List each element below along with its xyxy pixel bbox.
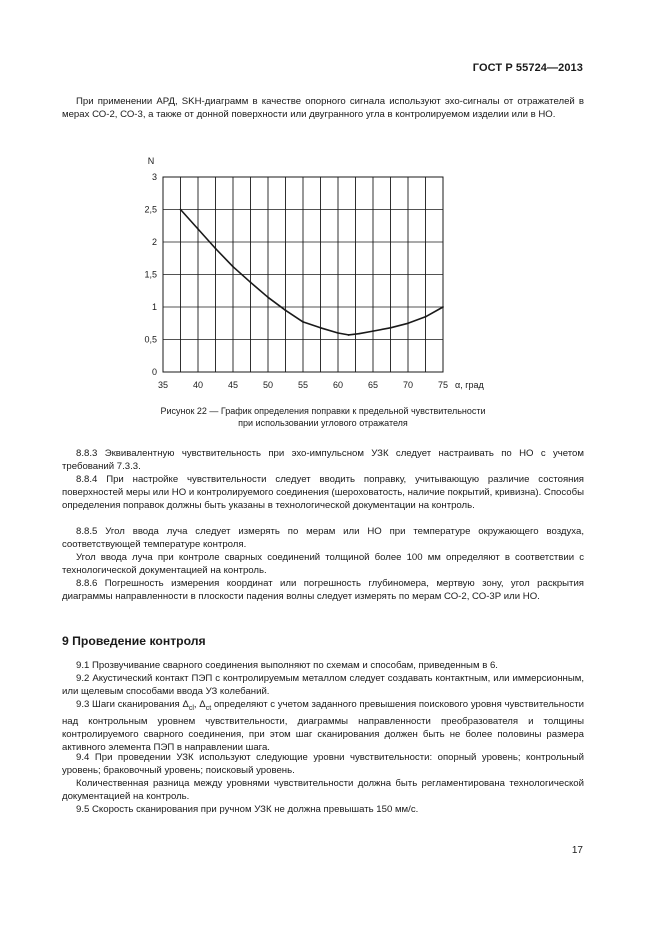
x-tick-label: 60 (332, 380, 344, 390)
x-axis-label: α, град (455, 380, 484, 390)
series-point (197, 228, 199, 230)
figure-caption-line2: при использовании углового отражателя (238, 417, 408, 428)
series-point (337, 332, 339, 334)
y-tick-label: 1 (151, 302, 157, 312)
series-point (358, 333, 360, 335)
separator: , (193, 699, 200, 710)
document-id: ГОСТ Р 55724—2013 (472, 62, 583, 74)
paragraph-8-8-6: 8.8.6 Погрешность измерения координат или погрешность глубиномера, мертвую зону, угол раскрытия диаграммы направленности в плоскости падения волны следует измерять по мерам СО-2, СО-3Р или НО. (62, 578, 584, 602)
series-point (425, 316, 427, 318)
paragraph-9-1: 9.1 Прозвучивание сварного соединения выполняют по схемам и способам, приведенным в 6. (76, 660, 498, 671)
paragraph-8-8-3: 8.8.3 Эквивалентную чувствительность при эхо-импульсном УЗК следует настраивать по НО с учетом требований 7.3.3. (62, 448, 584, 472)
x-tick-label: 70 (402, 380, 414, 390)
x-tick-label: 75 (437, 380, 449, 390)
figure-caption-line1: Рисунок 22 — График определения поправки к предельной чувствительности (160, 406, 486, 416)
x-tick-label: 55 (297, 380, 309, 390)
y-tick-label: 2,5 (144, 204, 157, 215)
series-point (250, 281, 252, 283)
y-tick-label: 2 (151, 237, 157, 247)
paragraph-9-3 (62, 699, 584, 755)
paragraph-9-5: 9.5 Скорость сканирования при ручном УЗК не должна превышать 150 мм/с. (76, 804, 419, 815)
series-point (372, 330, 374, 332)
page-number: 17 (571, 845, 583, 856)
y-tick-label: 1,5 (144, 269, 157, 280)
x-tick-label: 50 (262, 380, 274, 390)
series-point (180, 209, 182, 211)
x-tick-label: 35 (157, 380, 169, 390)
y-tick-label: 3 (151, 172, 157, 182)
series-line (181, 210, 444, 335)
delta-symbol: Δ (182, 699, 189, 710)
y-axis-label: N (147, 156, 155, 166)
paragraph-9-3-prefix: 9.3 Шаги сканирования (76, 699, 183, 710)
subscript-ct: ct (205, 704, 212, 712)
series-point (232, 266, 234, 268)
paragraph-9-3-suffix: определяют с учетом заданного превышения поискового уровня чувствительности над контрольным уровнем чувствительности, диаграммы направленности преобразователя и толщины контролируемого сварного соединения, при этом шаг сканирования должен быть не более половины размера активного элемента ПЭП в направлении шага. (62, 699, 584, 753)
paragraph-8-8-4: 8.8.4 При настройке чувствительности следует вводить поправку, учитывающую различие состояния поверхностей меры или НО и контролируемого соединения (шероховатость, наличие покрытий, кривизна). Способы определения поправок должны быть указаны в технологической документации на контроль. (62, 474, 584, 511)
series-point (442, 306, 444, 308)
series-point (407, 322, 409, 324)
delta-symbol: Δ (199, 699, 206, 710)
paragraph-8-8-5: 8.8.5 Угол ввода луча следует измерять по мерам или НО при температуре окружающего воздуха, соответствующей температуре контроля. (62, 526, 584, 550)
intro-paragraph: При применении АРД, SKH-диаграмм в качестве опорного сигнала используют эхо-сигналы от отражателей в мерах СО-2, СО-3, а также от донной поверхности или двугранного угла в контролируемом изделии или в НО. (62, 96, 584, 120)
series-point (348, 334, 350, 336)
series-point (302, 321, 304, 323)
x-tick-label: 40 (192, 380, 204, 390)
paragraph-9-4-levels: Количественная разница между уровнями чувствительности должна быть регламентирована технологической документацией на контроль. (62, 778, 584, 802)
series-point (390, 327, 392, 329)
series-point (285, 309, 287, 311)
sensitivity-correction-chart (0, 150, 661, 390)
figure-caption (62, 406, 584, 430)
paragraph-9-2: 9.2 Акустический контакт ПЭП с контролируемым металлом следует создавать контактным, или иммерсионным, или щелевым способами ввода УЗ колебаний. (62, 673, 584, 697)
series-point (215, 248, 217, 250)
series-point (320, 327, 322, 329)
x-tick-label: 65 (367, 380, 379, 390)
paragraph-angle-over-100: Угол ввода луча при контроле сварных соединений толщиной более 100 мм определяют в соответствии с технологической документацией на контроль. (62, 552, 584, 576)
subscript-cl: cl (188, 704, 194, 712)
x-tick-label: 45 (227, 380, 239, 390)
section-heading: 9 Проведение контроля (62, 634, 206, 648)
series-point (267, 296, 269, 298)
y-tick-label: 0,5 (144, 334, 157, 345)
paragraph-9-4: 9.4 При проведении УЗК используют следующие уровни чувствительности: опорный уровень; контрольный уровень; браковочный уровень; поисковый уровень. (62, 752, 584, 776)
y-tick-label: 0 (151, 367, 157, 377)
